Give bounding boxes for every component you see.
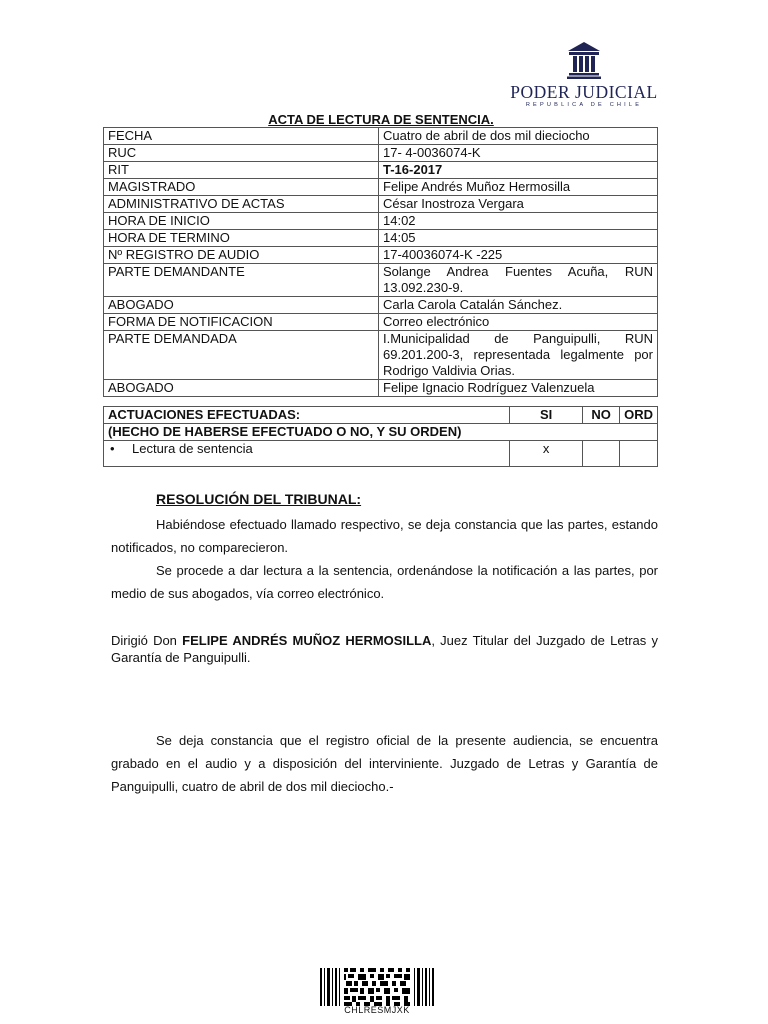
resolution-paragraph-1 bbox=[111, 513, 658, 559]
table-row bbox=[104, 196, 658, 213]
table-row bbox=[104, 213, 658, 230]
action-item-label: • Lectura de sentencia bbox=[108, 441, 253, 457]
table-row bbox=[104, 247, 658, 264]
resolution-paragraph-2 bbox=[111, 559, 658, 605]
action-ord-mark bbox=[620, 441, 658, 467]
table-subheader-row bbox=[104, 424, 658, 441]
table-row bbox=[104, 331, 658, 380]
row-value: Carla Carola Catalán Sánchez. bbox=[379, 297, 658, 314]
action-no-mark bbox=[583, 441, 620, 467]
action-si-mark: x bbox=[510, 441, 583, 467]
directed-prefix: Dirigió Don bbox=[111, 633, 183, 648]
poder-judicial-logo bbox=[508, 40, 660, 112]
col-ord-header: ORD bbox=[620, 407, 658, 424]
closing-paragraph bbox=[111, 729, 658, 798]
row-value: 14:05 bbox=[379, 230, 658, 247]
row-label: HORA DE INICIO bbox=[104, 213, 379, 230]
row-label: ABOGADO bbox=[104, 380, 379, 397]
col-si-header: SI bbox=[510, 407, 583, 424]
actions-heading: ACTUACIONES EFECTUADAS: bbox=[104, 407, 510, 424]
directed-by-paragraph bbox=[111, 632, 658, 666]
table-row bbox=[104, 297, 658, 314]
table-header-row bbox=[104, 407, 658, 424]
judge-name: FELIPE ANDRÉS MUÑOZ HERMOSILLA bbox=[182, 633, 432, 648]
table-row bbox=[104, 380, 658, 397]
document-title: ACTA DE LECTURA DE SENTENCIA. bbox=[268, 112, 494, 127]
row-value: Felipe Andrés Muñoz Hermosilla bbox=[379, 179, 658, 196]
row-value: 17-40036074-K -225 bbox=[379, 247, 658, 264]
row-value: César Inostroza Vergara bbox=[379, 196, 658, 213]
table-row bbox=[104, 162, 658, 179]
table-row bbox=[104, 441, 658, 467]
case-info-table bbox=[103, 127, 658, 397]
barcode-image bbox=[320, 968, 434, 1006]
action-item bbox=[104, 441, 510, 467]
institution-subtitle: REPUBLICA DE CHILE bbox=[525, 102, 643, 108]
paragraph-text: Se procede a dar lectura a la sentencia, ordenándose la notificación a las partes, por medio de sus abogados, vía correo electrónico. bbox=[111, 563, 658, 601]
row-label: PARTE DEMANDANTE bbox=[104, 264, 379, 297]
table-row bbox=[104, 314, 658, 331]
table-row bbox=[104, 179, 658, 196]
row-label: PARTE DEMANDADA bbox=[104, 331, 379, 380]
table-row bbox=[104, 145, 658, 162]
barcode-code: CHLRESMJXK bbox=[344, 1005, 410, 1015]
table-row bbox=[104, 264, 658, 297]
row-label: ADMINISTRATIVO DE ACTAS bbox=[104, 196, 379, 213]
directed-suffix: , Juez Titular del Juzgado de Letras y Garantía de Panguipulli. bbox=[111, 633, 658, 665]
row-label: FORMA DE NOTIFICACION bbox=[104, 314, 379, 331]
actions-subheading: (HECHO DE HABERSE EFECTUADO O NO, Y SU ORDEN) bbox=[104, 424, 658, 441]
row-value: Felipe Ignacio Rodríguez Valenzuela bbox=[379, 380, 658, 397]
paragraph-text: Se deja constancia que el registro oficial de la presente audiencia, se encuentra grabado en el audio y a disposición del interviniente. Juzgado de Letras y Garantía de Panguipulli, cuatro de abril de dos mil dieciocho.- bbox=[111, 733, 658, 794]
row-value: Solange Andrea Fuentes Acuña, RUN 13.092.230-9. bbox=[379, 264, 658, 297]
paragraph-text: Habiéndose efectuado llamado respectivo, se deja constancia que las partes, estando notificados, no comparecieron. bbox=[111, 517, 658, 555]
row-value: Correo electrónico bbox=[379, 314, 658, 331]
courthouse-icon bbox=[564, 40, 604, 80]
row-label: RIT bbox=[104, 162, 379, 179]
row-value: 14:02 bbox=[379, 213, 658, 230]
row-label: MAGISTRADO bbox=[104, 179, 379, 196]
row-value: I.Municipalidad de Panguipulli, RUN 69.201.200-3, representada legalmente por Rodrigo Valdivia Orias. bbox=[379, 331, 658, 380]
actions-table bbox=[103, 406, 658, 467]
table-row bbox=[104, 128, 658, 145]
table-row bbox=[104, 230, 658, 247]
row-label: Nº REGISTRO DE AUDIO bbox=[104, 247, 379, 264]
row-label: ABOGADO bbox=[104, 297, 379, 314]
row-value: Cuatro de abril de dos mil dieciocho bbox=[379, 128, 658, 145]
row-label: FECHA bbox=[104, 128, 379, 145]
row-value: T-16-2017 bbox=[379, 162, 658, 179]
row-label: RUC bbox=[104, 145, 379, 162]
col-no-header: NO bbox=[583, 407, 620, 424]
row-label: HORA DE TERMINO bbox=[104, 230, 379, 247]
row-value: 17- 4-0036074-K bbox=[379, 145, 658, 162]
resolution-heading: RESOLUCIÓN DEL TRIBUNAL: bbox=[156, 491, 362, 507]
institution-name: PODER JUDICIAL bbox=[510, 82, 658, 102]
